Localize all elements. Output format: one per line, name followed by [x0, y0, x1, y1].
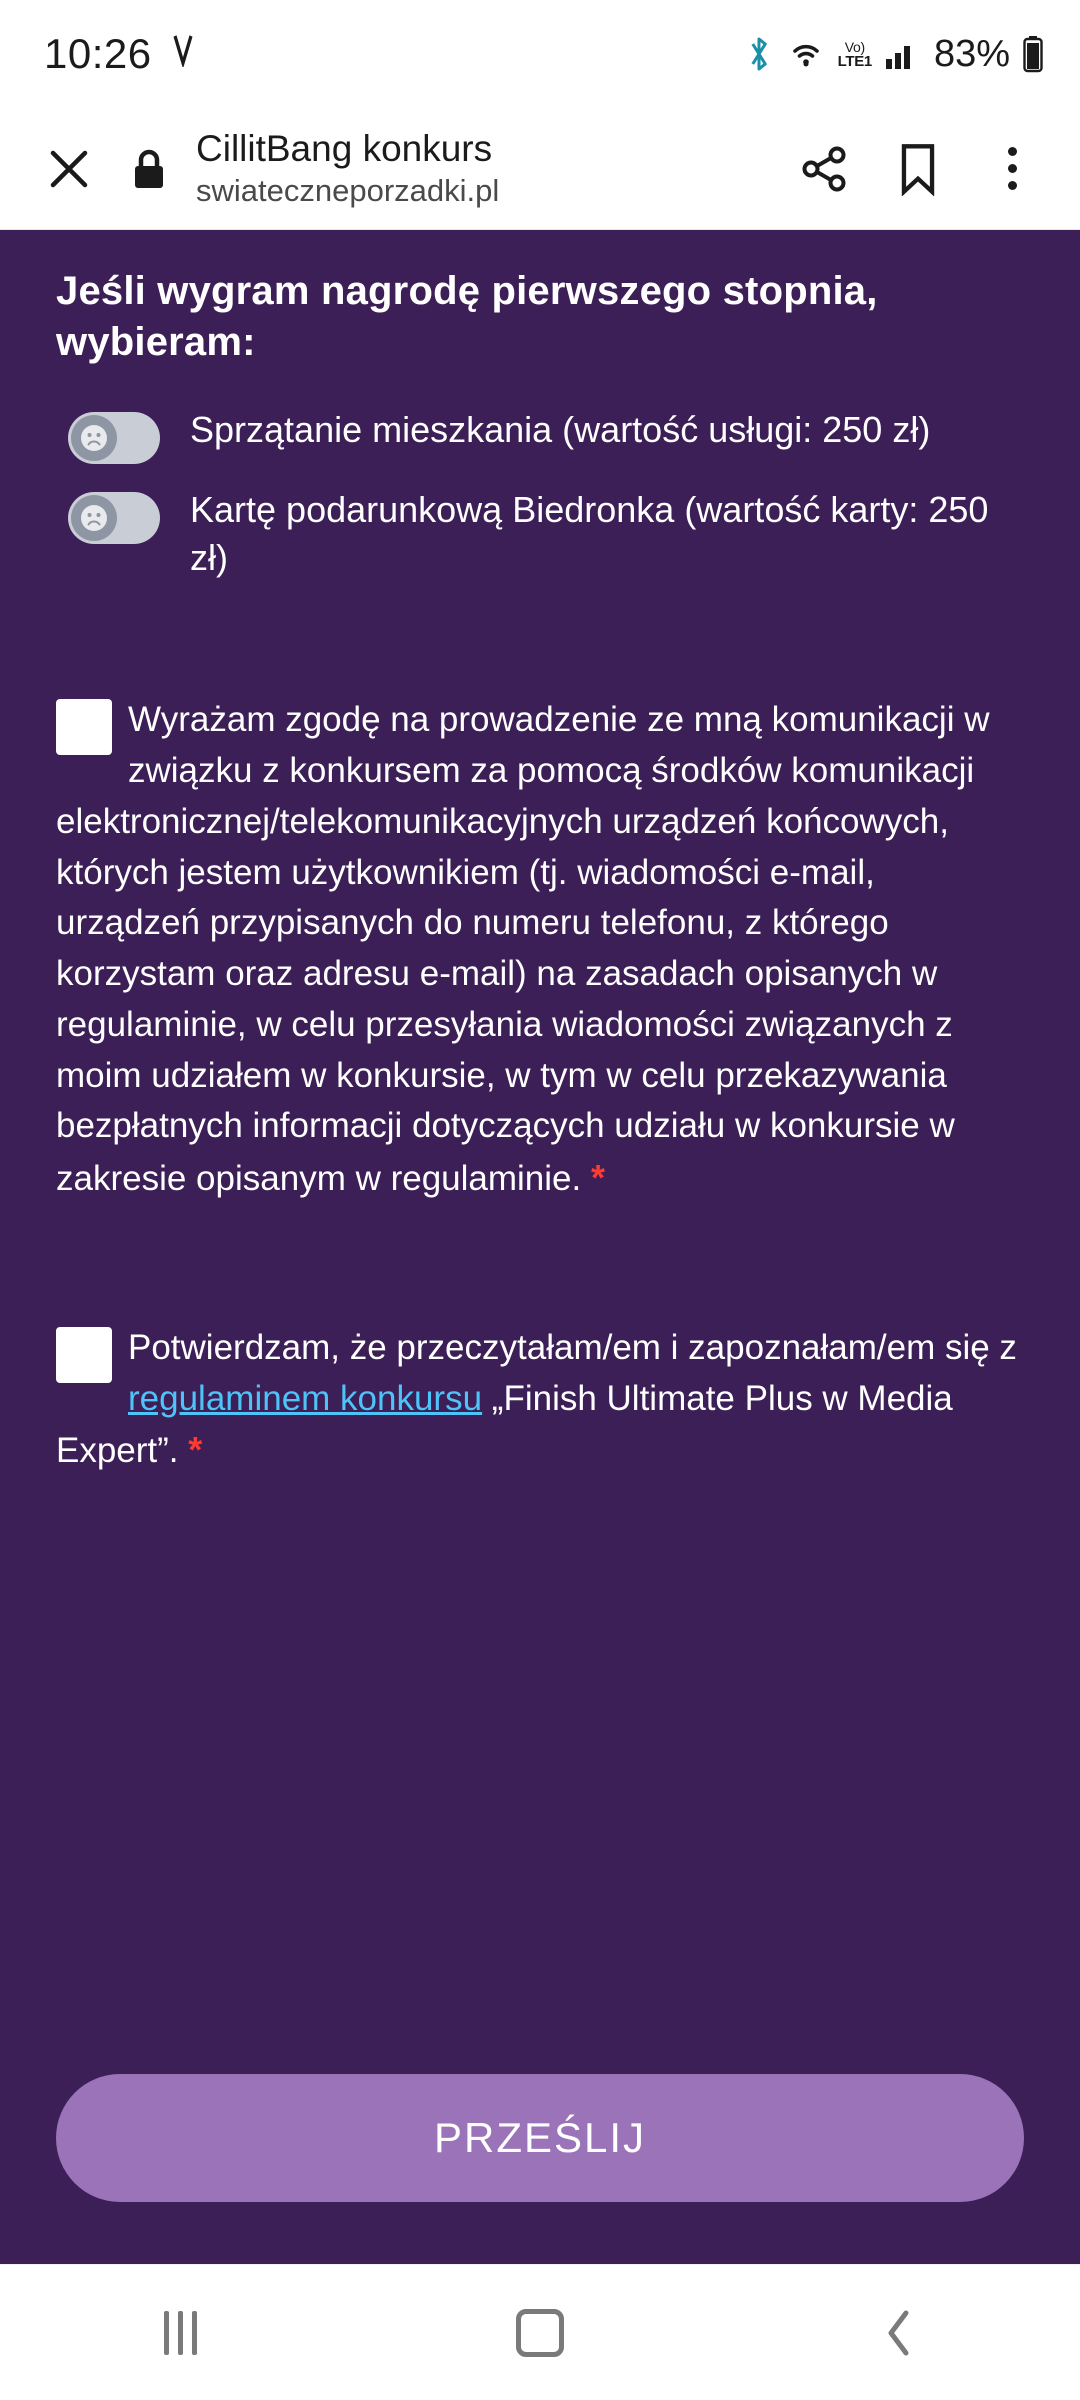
page-content	[0, 230, 1080, 2264]
home-icon[interactable]	[480, 2283, 600, 2383]
back-icon[interactable]	[840, 2283, 960, 2383]
bluetooth-icon	[744, 34, 774, 74]
browser-toolbar	[0, 108, 1080, 230]
required-marker-2: *	[188, 1429, 203, 1471]
spacer	[56, 603, 1024, 695]
status-bar-right	[744, 33, 1044, 76]
battery-icon	[1022, 35, 1044, 73]
required-marker-1: *	[590, 1157, 605, 1199]
close-icon[interactable]	[34, 134, 104, 204]
option-label-1: Sprzątanie mieszkania (wartość usługi: 250 zł)	[190, 409, 931, 451]
consent-text-2-after: „Finish Ultimate Plus w Media Expert”.	[56, 1378, 953, 1471]
page-title: CillitBang konkurs	[196, 127, 493, 169]
option-row-1[interactable]	[56, 406, 1024, 464]
option-toggle-2[interactable]	[68, 492, 160, 544]
spacer	[56, 1205, 1024, 1323]
submit-button[interactable]: PRZEŚLIJ	[56, 2074, 1024, 2202]
bookmark-icon[interactable]	[884, 135, 952, 203]
status-bar-left	[44, 30, 196, 78]
consent-checkbox-2[interactable]	[56, 1327, 112, 1383]
consent-row-1	[56, 695, 1024, 1205]
sad-face-icon	[71, 415, 117, 461]
cellular-signal-icon	[884, 37, 918, 71]
sad-face-icon	[71, 495, 117, 541]
share-icon[interactable]	[790, 135, 858, 203]
browser-actions	[790, 135, 1046, 203]
volte-indicator: Vo) LTE1	[837, 38, 872, 70]
status-bar	[0, 0, 1080, 108]
consent-checkbox-1[interactable]	[56, 699, 112, 755]
system-nav-bar	[0, 2264, 1080, 2400]
wifi-icon	[786, 37, 826, 71]
lock-icon	[116, 136, 182, 202]
vpn-check-icon	[172, 33, 193, 76]
consent-text-2-before: Potwierdzam, że przeczytałam/em i zapoznałam/em się z	[128, 1327, 1017, 1367]
omnibox[interactable]	[196, 128, 774, 210]
status-clock: 10:26	[44, 30, 152, 77]
battery-percent-label: 83%	[933, 32, 1010, 75]
option-label-2: Kartę podarunkową Biedronka (wartość karty: 250 zł)	[190, 489, 989, 578]
consent-text-1: Wyrażam zgodę na prowadzenie ze mną komunikacji w związku z konkursem za pomocą środków komunikacji elektronicznej/telekomunikacyjnych urządzeń końcowych, których jestem użytkownikiem (tj. wiadomości e-mail, urządzeń przypisanych do numeru telefonu, z którego korzystam oraz adresu e-mail) na zasadach opisanych w regulaminie, w celu przesyłania wiadomości związanych z moim udziałem w konkursie, w tym w celu przekazywania bezpłatnych informacji dotyczących udziału w konkursie w zakresie opisanym w regulaminie.	[56, 700, 990, 1199]
submit-area	[56, 2074, 1024, 2202]
more-vertical-icon[interactable]	[978, 135, 1046, 203]
question-title: Jeśli wygram nagrodę pierwszego stopnia, wybieram:	[56, 269, 878, 365]
page-url: swiateczneporzadki.pl	[196, 173, 500, 209]
rules-link[interactable]: regulaminem konkursu	[128, 1378, 483, 1418]
option-row-2[interactable]	[56, 486, 1024, 581]
option-toggle-1[interactable]	[68, 412, 160, 464]
recents-icon[interactable]	[120, 2283, 240, 2383]
consent-row-2	[56, 1323, 1024, 1477]
